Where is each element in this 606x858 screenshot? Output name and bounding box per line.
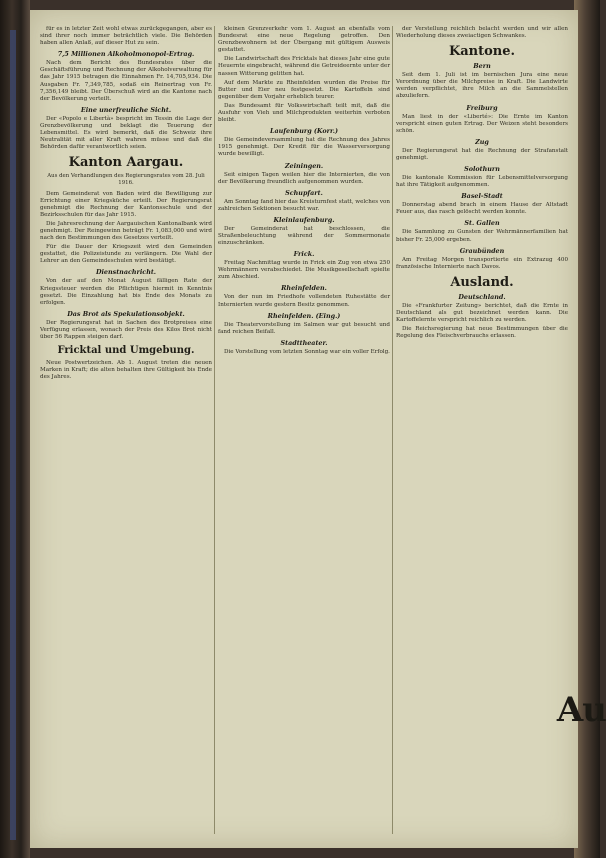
- paragraph: Die Landwirtschaft des Fricktals hat dieses Jahr eine gute Heuernte eingebracht, während die Getreideernte unter der nassen Witterung gelitten hat.: [218, 56, 390, 77]
- paragraph: Auf dem Markte zu Rheinfelden wurden die Preise für Butter und Eier neu festgesetzt. Die Kartoffeln sind gegenüber dem Vorjahr erheblich teurer.: [218, 79, 390, 100]
- section-title: Kanton Aargau.: [68, 155, 184, 171]
- adjacent-page-text: Au: [556, 690, 606, 730]
- headline: Kleinlaufenburg.: [273, 215, 335, 224]
- headline: Laufenburg (Korr.): [269, 127, 338, 136]
- section-title: Ausland.: [450, 274, 514, 290]
- paragraph: Das Bundesamt für Volkswirtschaft teilt mit, daß die Ausfuhr von Vieh und Milchprodukten weiterhin verboten bleibt.: [218, 102, 390, 124]
- headline: Dienstnachricht.: [95, 268, 157, 277]
- paragraph: Der Regierungsrat hat in Sachen des Brotpreises eine Verfügung erlassen, wonach der Preis des Kilos Brot nicht über 56 Rappen steigen darf.: [40, 319, 212, 340]
- paragraph: Die Jahresrechnung der Aargauischen Kantonalbank wird genehmigt. Der Reingewinn beträgt Fr. 1,083,000 und wird nach den Bestimmungen des Gesetzes verteilt.: [40, 220, 212, 242]
- subheading: St. Gallen: [464, 219, 500, 228]
- paragraph: Die Sammlung zu Gunsten der Wehrmännerfamilien hat bisher Fr. 25,000 ergeben.: [396, 229, 568, 243]
- paragraph: Seit einigen Tagen weilen hier die Internierten, die von der Bevölkerung freundlich aufgenommen wurden.: [218, 171, 390, 185]
- paragraph: Die Reichsregierung hat neue Bestimmungen über die Regelung des Fleischverbrauchs erlassen.: [396, 326, 568, 340]
- paragraph: Donnerstag abend brach in einem Hause der Altstadt Feuer aus, das rasch gelöscht werden konnte.: [396, 202, 568, 216]
- headline: Rheinfelden. (Eing.): [267, 311, 341, 320]
- headline: Das Brot als Spekulationsobjekt.: [67, 309, 185, 318]
- headline: Rheinfelden.: [281, 284, 327, 293]
- column-2: [218, 26, 390, 834]
- newspaper-page: [30, 10, 578, 848]
- paragraph: Von der auf den Monat August fälligen Rate der Kriegssteuer werden die Pflichtigen hiermit in Kenntnis gesetzt. Die Einzahlung hat bis Ende des Monats zu erfolgen.: [40, 278, 212, 306]
- paragraph: Seit dem 1. Juli ist im bernischen Jura eine neue Verordnung über die Milchpreise in Kraft. Die Landwirte werden verpflichtet, ihre Milch an die Sammelstellen abzuliefern.: [396, 72, 568, 100]
- paragraph: Die kantonale Kommission für Lebensmittelversorgung hat ihre Tätigkeit aufgenommen.: [396, 175, 568, 189]
- paragraph: Die «Frankfurter Zeitung» berichtet, daß die Ernte in Deutschland als gut bezeichnet werden kann. Die Kartoffelernte verspricht reichlich zu werden.: [396, 302, 568, 323]
- section-title: Fricktal und Umgebung.: [57, 345, 195, 357]
- paragraph: Von der nun im Friedhofe vollendeten Ruhestätte der Internierten wurde gestern Besitz genommen.: [218, 294, 390, 308]
- headline: Eine unerfreuliche Sicht.: [80, 105, 172, 114]
- paragraph: Nach dem Bericht des Bundesrates über die Geschäftsführung und Rechnung der Alkoholverwaltung für das Jahr 1915 betragen die Einnahmen Fr. 14,705,934. Die Ausgaben Fr. 7,349,785, sodaß ein Reinertrag von Fr. 7,356,149 bleibt. Der Überschuß wird an die Kantone nach der Bevölkerung verteilt.: [40, 60, 212, 102]
- paragraph: Am Freitag Morgen transportierte ein Extrazug 400 französische Internierte nach Davos.: [396, 256, 568, 270]
- headline: Zeiningen.: [284, 161, 324, 170]
- paragraph: kleinen Grenzverkehr vom 1. August an ebenfalls vom Bundesrat eine neue Regelung getroffen. Den Grenzbewohnern ist der Übergang mit gültigem Ausweis gestattet.: [218, 26, 390, 54]
- paragraph: Die Theatervorstellung im Salmen war gut besucht und fand reichen Beifall.: [218, 321, 390, 335]
- headline: 7,5 Millionen Alkoholmonopol-Ertrag.: [57, 50, 195, 59]
- spine-binding: [10, 30, 16, 840]
- paragraph: Neue Postwertzeichen. Ab 1. August treten die neuen Marken in Kraft; die alten behalten ihre Gültigkeit bis Ende des Jahres.: [40, 360, 212, 381]
- column-rule: [214, 26, 215, 834]
- column-1: [40, 26, 212, 834]
- paragraph: Freitag Nachmittag wurde in Frick ein Zug von etwa 250 Wehrmännern verabschiedet. Die Musikgesellschaft spielte zum Abschied.: [218, 260, 390, 281]
- column-3: [396, 26, 568, 834]
- paragraph: Der «Popolo e Libertà» bespricht im Tessin die Lage der Grenzbevölkerung und beklagt die Teuerung der Lebensmittel. Es wird bemerkt, daß die Schweiz ihre Neutralität mit aller Kraft wahren müsse und daß die Behörden dafür verantwortlich seien.: [40, 115, 212, 151]
- paragraph: Die Vorstellung vom letzten Sonntag war ein voller Erfolg.: [224, 348, 390, 355]
- headline: Schupfart.: [285, 188, 323, 197]
- paragraph: Der Gemeinderat hat beschlossen, die Straßenbeleuchtung während der Sommermonate einzuschränken.: [218, 225, 390, 247]
- subheading: Bern: [473, 62, 491, 71]
- headline: Stadttheater.: [280, 338, 328, 347]
- section-subtitle: Aus den Verhandlungen des Regierungsrates vom 28. Juli 1916.: [47, 173, 205, 187]
- section-title: Kantone.: [448, 44, 516, 60]
- subheading: Freiburg: [466, 103, 498, 112]
- column-rule: [392, 26, 393, 834]
- paragraph: der Verstellung reichlich belacht werden und wir allen Wiederholung dieses zweiactigen Schwankes.: [396, 26, 568, 40]
- subheading: Basel-Stadt: [461, 192, 503, 201]
- paragraph: Die Gemeindeversammlung hat die Rechnung des Jahres 1915 genehmigt. Der Kredit für die Wasserversorgung wurde bewilligt.: [218, 137, 390, 158]
- headline: Frick.: [293, 250, 315, 259]
- paragraph: für es in letzter Zeit wohl etwas zurückgegangen, aber es sind ihrer noch immer beträchtlich viele. Die Behörden haben allen Anlaß, auf dieser Hut zu sein.: [40, 26, 212, 47]
- paragraph: Der Regierungsrat hat die Rechnung der Strafanstalt genehmigt.: [396, 147, 568, 161]
- subheading: Zug: [475, 137, 489, 146]
- subheading: Graubünden: [459, 246, 505, 255]
- paragraph: Am Sonntag fand hier das Kreisturnfest statt, welches von zahlreichen Sektionen besucht war.: [218, 198, 390, 212]
- subheading: Deutschland.: [458, 292, 506, 301]
- paragraph: Man liest in der «Liberté»: Die Ernte im Kanton verspricht einen guten Ertrag. Der Weizen steht besonders schön.: [396, 113, 568, 134]
- paragraph: Für die Dauer der Kriegszeit wird den Gemeinden gestattet, die Polizeistunde zu verlängern. Die Wahl der Lehrer an den Gemeindeschulen wird bestätigt.: [40, 244, 212, 265]
- paragraph: Dem Gemeinderat von Baden wird die Bewilligung zur Errichtung einer Kriegsküche erteilt. Der Regierungsrat genehmigt die Rechnung der Kantonsschule und der Bezirksschulen für das Jahr 1915.: [40, 190, 212, 218]
- subheading: Solothurn: [464, 165, 500, 174]
